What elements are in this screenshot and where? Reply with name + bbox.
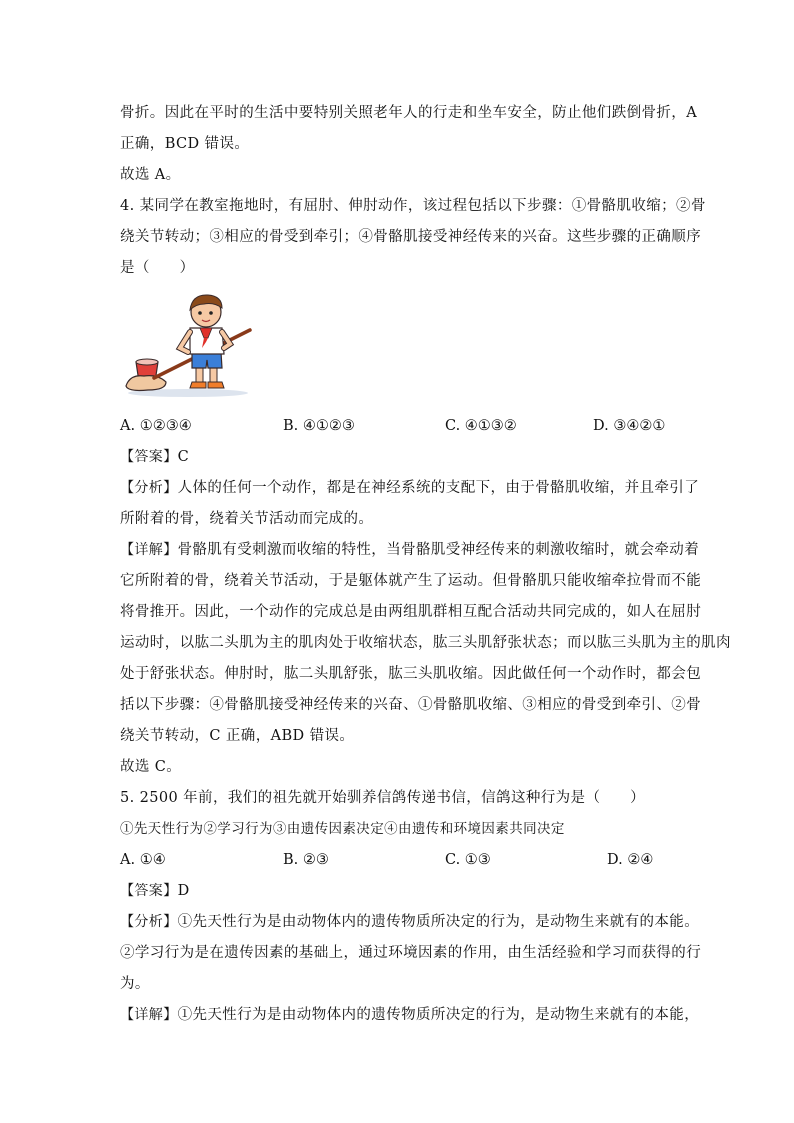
analysis-line: ②学习行为是在遗传因素的基础上，通过环境因素的作用，由生活经验和学习而获得的行 [120, 945, 702, 961]
analysis-tag: 【分析】 [120, 914, 178, 930]
question-5-stem: 5. 2500 年前，我们的祖先就开始驯养信鸽传递书信，信鸽这种行为是（ ） [120, 790, 646, 806]
question-4-stem: 4. 某同学在教室拖地时，有屈肘、伸肘动作，该过程包括以下步骤：①骨骼肌收缩；②骨 [120, 198, 706, 214]
answer-value: D [177, 883, 190, 899]
analysis-line: 为。 [120, 976, 150, 992]
detail-tag: 【详解】 [120, 542, 178, 558]
detail-line: 绕关节转动，C 正确，ABD 错误。 [120, 728, 355, 744]
option-a[interactable]: A. ①④ [120, 852, 166, 868]
analysis-line: 所附着的骨，绕着关节活动而完成的。 [120, 511, 374, 527]
option-a[interactable]: A. ①②③④ [120, 418, 192, 434]
answer-tag: 【答案】 [120, 883, 178, 899]
analysis-tag: 【分析】 [120, 480, 178, 496]
option-d[interactable]: D. ③④②① [593, 418, 666, 434]
option-d[interactable]: D. ②④ [607, 852, 654, 868]
detail-line: 将骨推开。因此，一个动作的完成总是由两组肌群相互配合活动共同完成的，如人在屈肘 [120, 604, 702, 620]
option-b[interactable]: B. ②③ [283, 852, 329, 868]
text-line: 骨折。因此在平时的生活中要特别关照老年人的行走和坐车安全，防止他们跌倒骨折，A [120, 105, 698, 121]
detail-line: 它所附着的骨，绕着关节活动，于是躯体就产生了运动。但骨骼肌只能收缩牵拉骨而不能 [120, 573, 702, 589]
detail-line: 处于舒张状态。伸肘时，肱二头肌舒张，肱三头肌收缩。因此做任何一个动作时，都会包 [120, 666, 702, 682]
text-line: 故选 A。 [120, 167, 181, 183]
selection-line: 故选 C。 [120, 759, 182, 775]
question-4-stem: 绕关节转动；③相应的骨受到牵引；④骨骼肌接受神经传来的兴奋。这些步骤的正确顺序 [120, 229, 702, 245]
option-c[interactable]: C. ④①③② [445, 418, 517, 434]
text-line: 正确，BCD 错误。 [120, 136, 250, 152]
analysis-line: 【分析】人体的任何一个动作，都是在神经系统的支配下，由于骨骼肌收缩，并且牵引了 [120, 480, 700, 496]
answer-line [120, 881, 190, 901]
detail-line: 【详解】①先天性行为是由动物体内的遗传物质所决定的行为，是动物生来就有的本能， [120, 1007, 700, 1023]
question-5-items: ①先天性行为②学习行为③由遗传因素决定④由遗传和环境因素共同决定 [120, 821, 565, 837]
detail-line: 【详解】骨骼肌有受刺激而收缩的特性，当骨骼肌受神经传来的刺激收缩时，就会牵动着 [120, 542, 700, 558]
option-c[interactable]: C. ①③ [445, 852, 491, 868]
answer-tag: 【答案】 [120, 449, 178, 465]
boy-mopping-illustration [118, 290, 253, 400]
analysis-line: 【分析】①先天性行为是由动物体内的遗传物质所决定的行为，是动物生来就有的本能。 [120, 914, 700, 930]
answer-value: C [177, 449, 190, 465]
question-4-stem: 是（ ） [120, 260, 195, 276]
detail-line: 运动时，以肱二头肌为主的肌肉处于收缩状态，肱三头肌舒张状态；而以肱三头肌为主的肌肉 [120, 635, 731, 651]
detail-line: 括以下步骤：④骨骼肌接受神经传来的兴奋、①骨骼肌收缩、③相应的骨受到牵引、②骨 [120, 697, 702, 713]
answer-line [120, 447, 189, 467]
detail-tag: 【详解】 [120, 1007, 178, 1023]
option-b[interactable]: B. ④①②③ [283, 418, 355, 434]
